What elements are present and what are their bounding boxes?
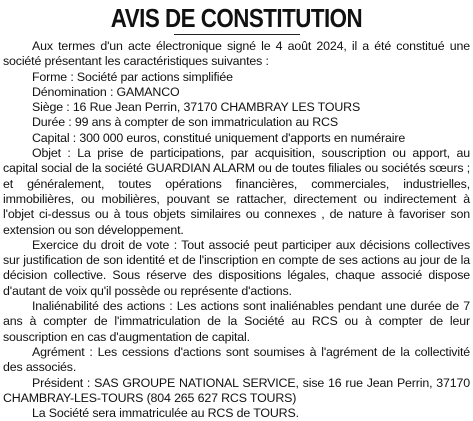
title-underline [174,34,300,35]
immatriculation-line: La Société sera immatriculée au RCS de TOURS. [32,406,299,421]
notice-title: AVIS DE CONSTITUTION [110,3,363,33]
forme-line: Forme : Société par actions simplifiée [32,69,233,84]
president-paragraph: Président : SAS GROUPE NATIONAL SERVICE, sise 16 rue Jean Perrin, 37170 CHAMBRAY-LES-TOURS (804 265 627 RCS TOURS) [3,375,470,405]
inalienabilite-paragraph: Inaliénabilité des actions : Les actions sont inaliénables pendant une durée de 7 ans à compter de l'immatriculation de la Société au RCS ou à compter de leur souscription en cas d'augmentation de capital. [3,299,470,344]
intro-paragraph: Aux termes d'un acte électronique signé le 4 août 2024, il a été constitué une société présentant les caractéristiques suivantes : [3,39,470,69]
siege-line: Siège : 16 Rue Jean Perrin, 37170 CHAMBRAY LES TOURS [32,100,361,115]
notice-body [3,39,470,421]
agrement-paragraph: Agrément : Les cessions d'actions sont soumises à l'agrément de la collectivité des associés. [3,344,470,375]
duree-line: Durée : 99 ans à compter de son immatriculation au RCS [32,115,338,130]
denomination-line: Dénomination : GAMANCO [32,84,180,99]
objet-paragraph: Objet : La prise de participations, par acquisition, souscription ou apport, au capital social de la société GUARDIAN ALARM ou de toutes filiales ou sociétés sœurs ; et généralement, toutes opérations financières, commerciales, industrielles, immobilières, ou mobilières, pouvant se rattacher, directement ou indirectement à l'objet ci-dessus ou à tous objets similaires ou connexes , de nature à favoriser son extension ou son développement. [3,146,470,237]
capital-line: Capital : 300 000 euros, constitué uniquement d'apports en numéraire [32,130,406,145]
vote-paragraph: Exercice du droit de vote : Tout associé peut participer aux décisions collectives sur justification de son identité et de l'inscription en compte de ses actions au jour de la décision collective. Sous réserve des dispositions légales, chaque associé dispose d'autant de voix qu'il possède ou représente d'actions. [3,237,470,298]
